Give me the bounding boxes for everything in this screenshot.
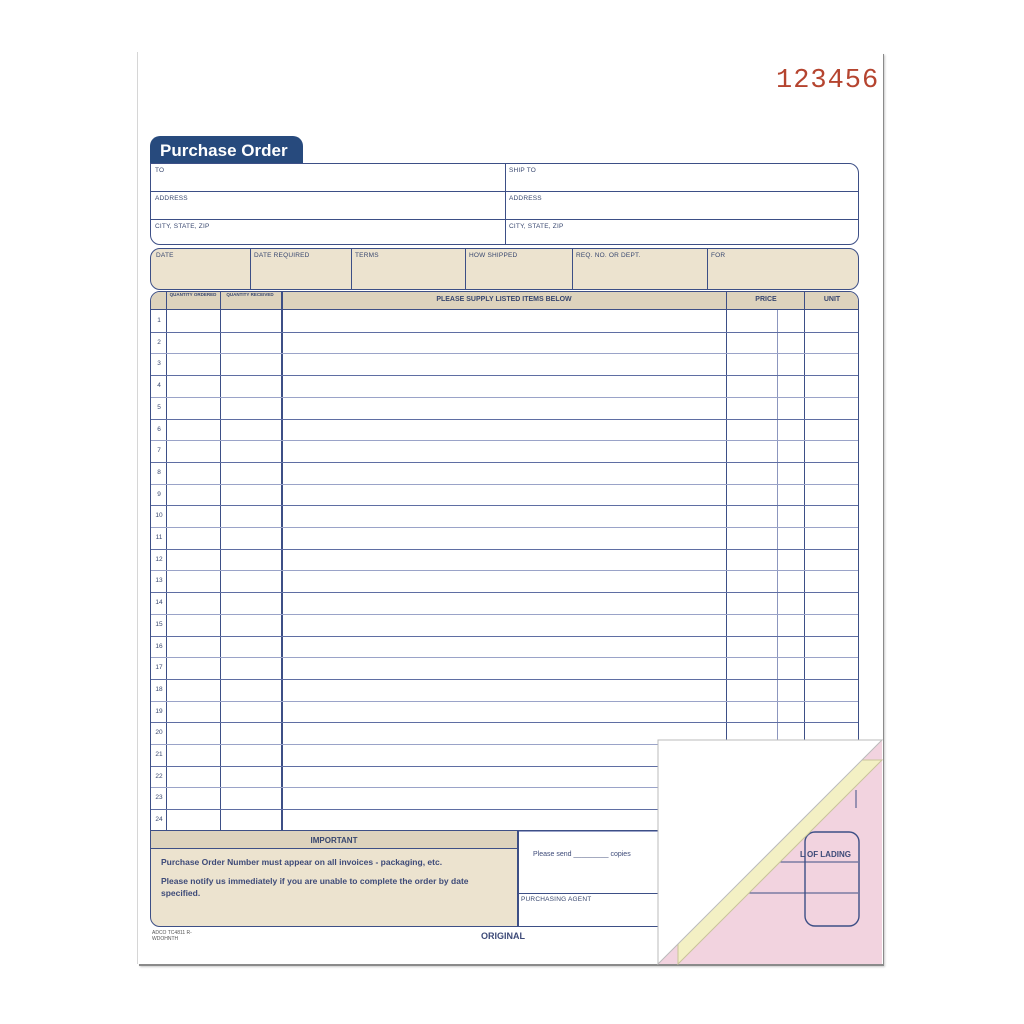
important-line-1: Purchase Order Number must appear on all invoices - packaging, etc. bbox=[161, 857, 443, 867]
important-line-2: Please notify us immediately if you are unable to complete the order by date specified. bbox=[161, 876, 469, 898]
row-number: 21 bbox=[155, 751, 163, 758]
row-number: 12 bbox=[155, 555, 163, 563]
bill-of-lading-label: L OF LADING bbox=[800, 850, 851, 859]
req-no-label: REQ. NO. OR DEPT. bbox=[576, 252, 641, 259]
row-number: 3 bbox=[157, 360, 161, 368]
important-heading: IMPORTANT bbox=[310, 836, 358, 845]
row-number: 6 bbox=[157, 425, 161, 433]
address-label-left: ADDRESS bbox=[155, 195, 188, 202]
form-title: Purchase Order bbox=[150, 136, 303, 164]
row-number: 11 bbox=[155, 534, 163, 541]
city-label-left: CITY, STATE, ZIP bbox=[155, 223, 210, 230]
row-number: 9 bbox=[157, 490, 161, 498]
city-label-right: CITY, STATE, ZIP bbox=[509, 223, 564, 230]
po-number: 123456 bbox=[776, 66, 880, 96]
for-label: FOR bbox=[711, 252, 726, 259]
unit-header: UNIT bbox=[823, 296, 841, 303]
row-number: 13 bbox=[155, 577, 163, 585]
row-number: 24 bbox=[155, 816, 163, 824]
row-number: 5 bbox=[157, 403, 161, 411]
row-number: 22 bbox=[155, 772, 163, 780]
items-header: PLEASE SUPPLY LISTED ITEMS BELOW bbox=[436, 296, 572, 303]
row-number: 4 bbox=[157, 382, 161, 390]
row-number: 2 bbox=[157, 338, 161, 346]
how-shipped-label: HOW SHIPPED bbox=[469, 252, 518, 259]
address-label-right: ADDRESS bbox=[509, 195, 542, 202]
row-number: 10 bbox=[155, 512, 163, 520]
price-header: PRICE bbox=[755, 296, 777, 303]
row-number: 20 bbox=[155, 729, 163, 737]
row-number: 8 bbox=[157, 468, 161, 476]
row-number: 17 bbox=[155, 664, 163, 672]
date-label: DATE bbox=[156, 252, 174, 259]
copies-text: Please send _________ copies bbox=[533, 851, 631, 858]
qty-received-header: QUANTITY RECEIVED bbox=[226, 292, 274, 297]
footer-code: ADCO TC4811 R-WDOHNTH bbox=[152, 930, 192, 942]
row-number: 18 bbox=[155, 685, 163, 693]
row-number: 16 bbox=[155, 642, 163, 650]
row-number: 19 bbox=[155, 707, 163, 715]
ship-to-label: SHIP TO bbox=[509, 167, 537, 174]
to-label: TO bbox=[155, 167, 165, 174]
purchasing-agent-label: PURCHASING AGENT bbox=[521, 896, 592, 903]
date-required-label: DATE REQUIRED bbox=[254, 252, 310, 259]
terms-label: TERMS bbox=[355, 252, 379, 259]
row-number: 1 bbox=[157, 317, 161, 324]
row-number: 7 bbox=[157, 447, 161, 455]
qty-ordered-header: QUANTITY ORDERED bbox=[169, 292, 217, 297]
row-number: 15 bbox=[155, 620, 163, 628]
row-number: 14 bbox=[155, 599, 163, 607]
original-label: ORIGINAL bbox=[481, 931, 525, 941]
row-number: 23 bbox=[155, 794, 163, 802]
